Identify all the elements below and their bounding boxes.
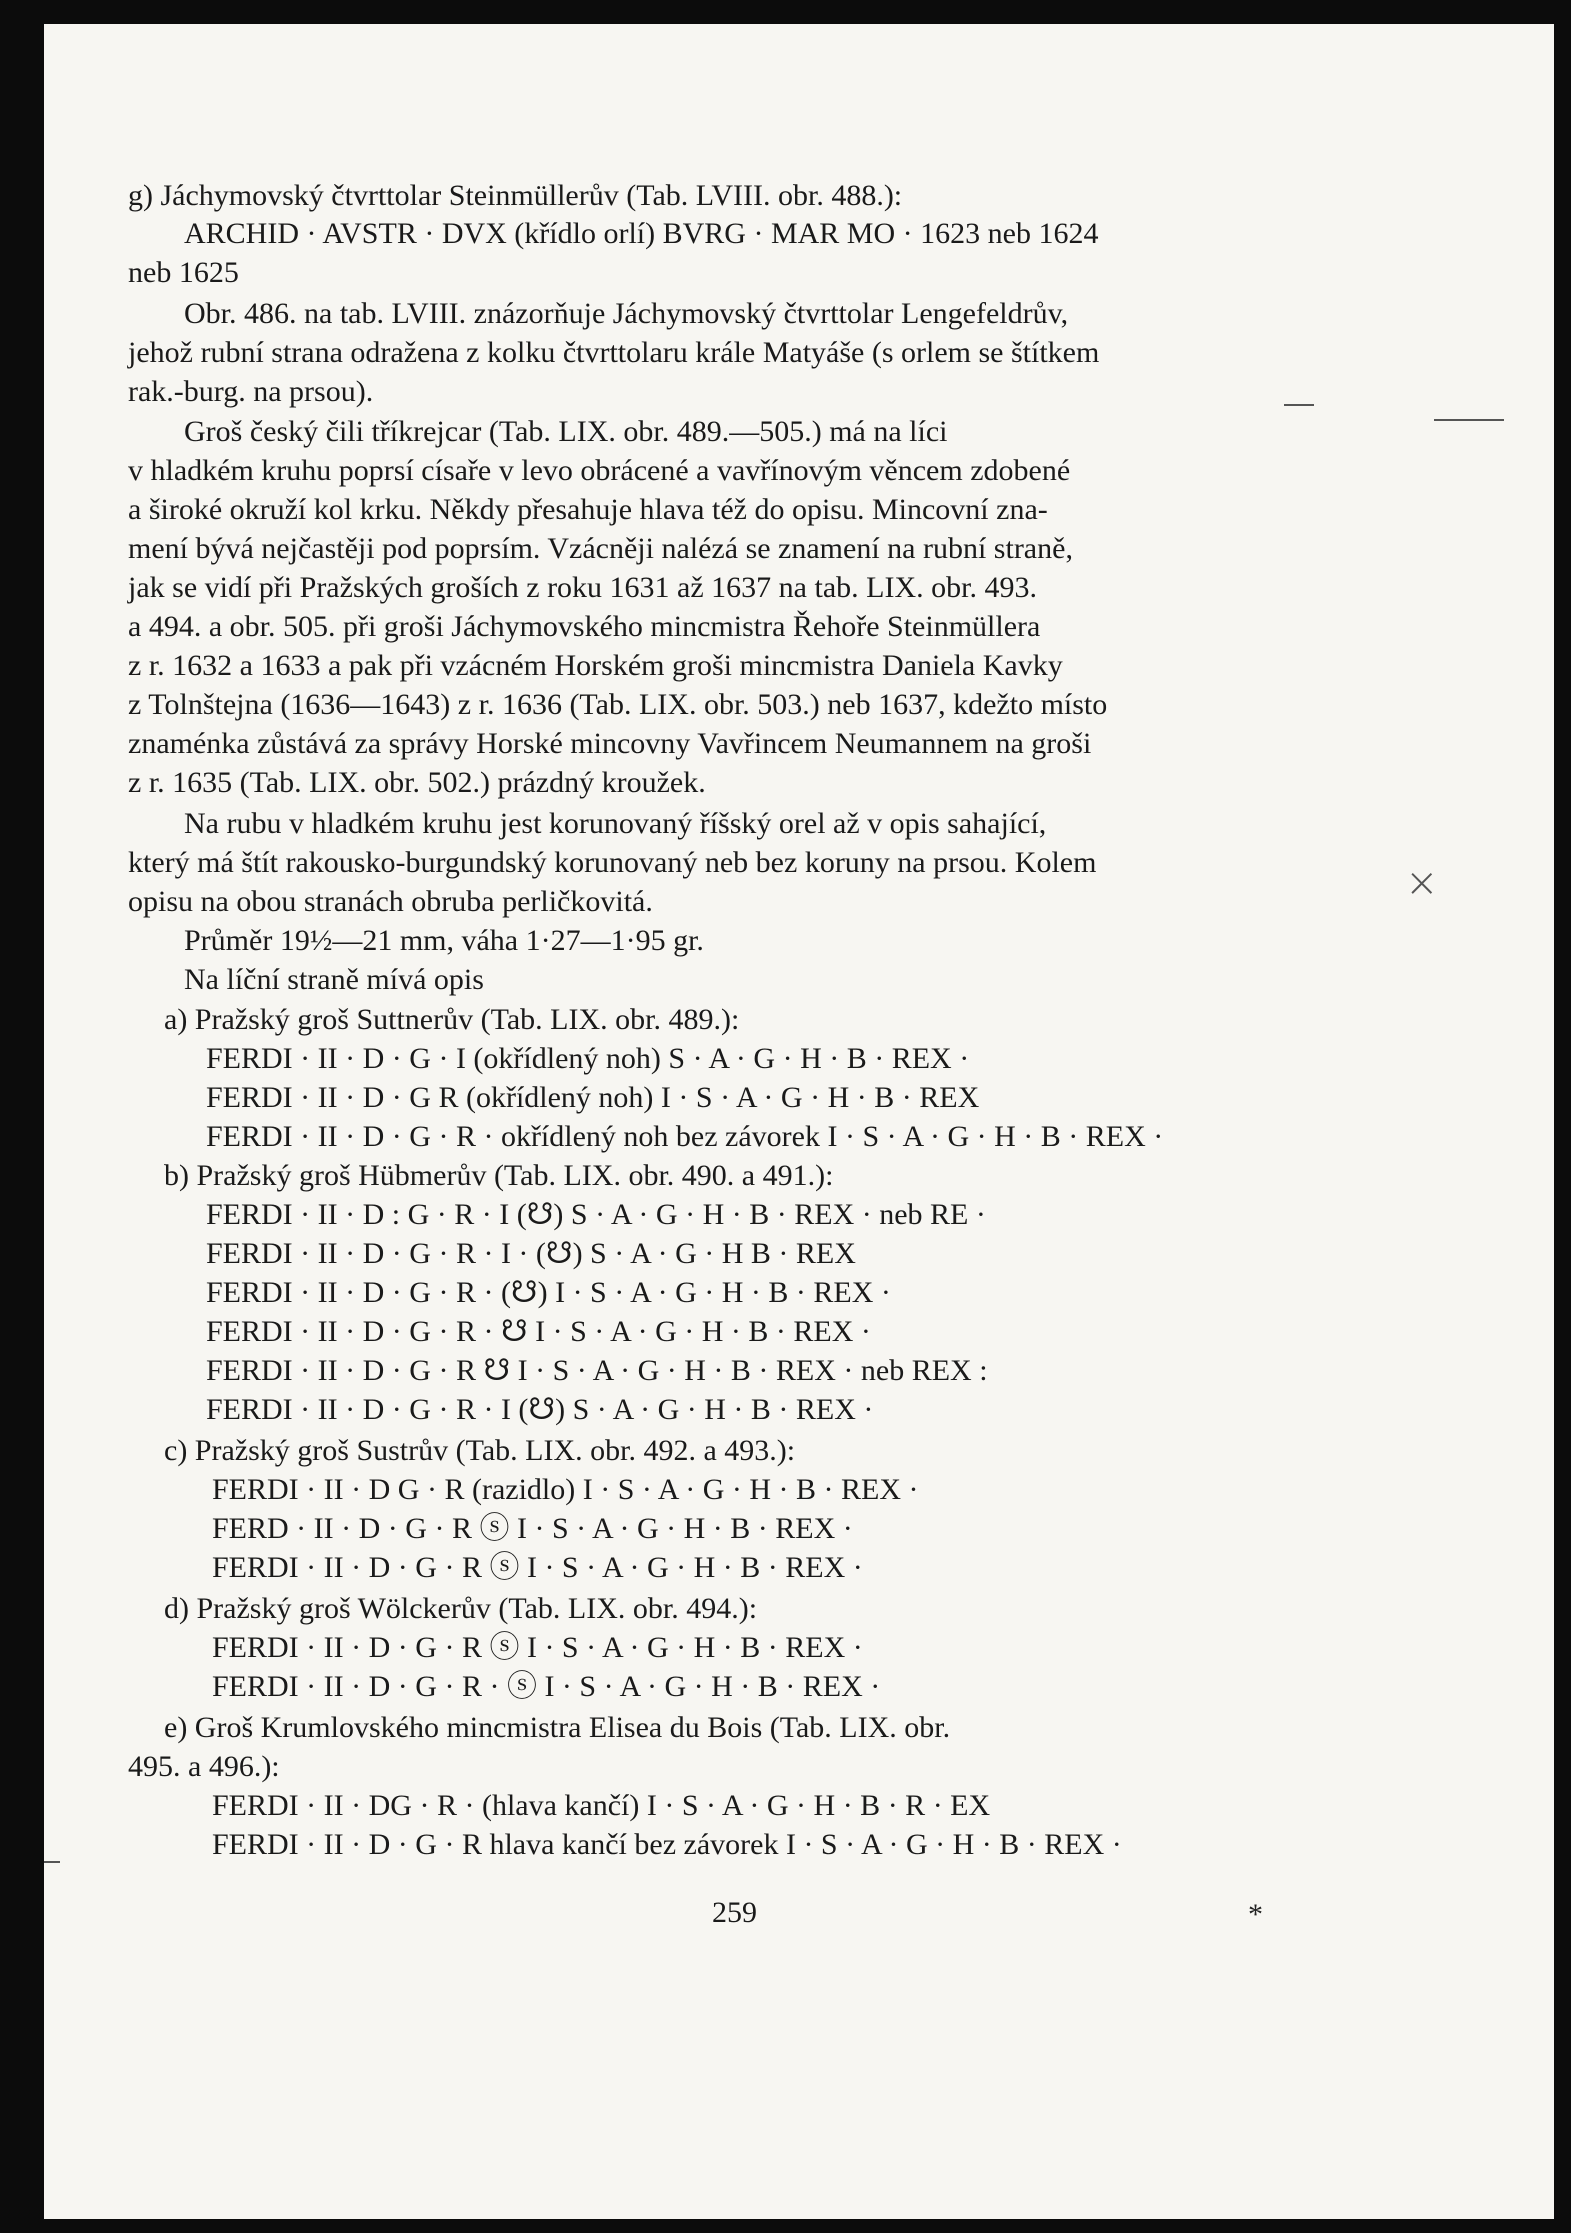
text-line: FERDI · II · DG · R · (hlava kančí) I · S · A · G · H · B · R · EX [212, 1789, 991, 1822]
text-line: FERDI · II · D · G · R hlava kančí bez závorek I · S · A · G · H · B · REX · [212, 1828, 1122, 1861]
document-page [44, 24, 1554, 2219]
text-line: z r. 1632 a 1633 a pak při vzácném Horském groši mincmistra Daniela Kavky [128, 649, 1063, 682]
text-line: FERDI · II · D · G · I (okřídlený noh) S · A · G · H · B · REX · [206, 1042, 970, 1075]
text-line: Průměr 19½—21 mm, váha 1·27—1·95 gr. [184, 924, 704, 957]
margin-dash [1434, 419, 1504, 421]
text-line: neb 1625 [128, 256, 239, 289]
text-line: FERD · II · D · G · R ⓢ I · S · A · G · H · B · REX · [212, 1512, 853, 1545]
text-line: mení bývá nejčastěji pod poprsím. Vzácněji nalézá se znamení na rubní straně, [128, 532, 1073, 565]
text-line: e) Groš Krumlovského mincmistra Elisea du Bois (Tab. LIX. obr. [164, 1711, 951, 1744]
text-line: FERDI · II · D · G · R · I (☋) S · A · G · H · B · REX · [206, 1393, 874, 1426]
text-line: b) Pražský groš Hübmerův (Tab. LIX. obr. 490. a 491.): [164, 1159, 834, 1192]
text-line: FERDI · II · D · G · R · ☋ I · S · A · G · H · B · REX · [206, 1315, 871, 1348]
text-line: FERDI · II · D · G · R · ⓢ I · S · A · G · H · B · REX · [212, 1670, 881, 1703]
asterisk-mark: * [1248, 1898, 1263, 1931]
text-line: v hladkém kruhu poprsí císaře v levo obrácené a vavřínovým věncem zdobené [128, 454, 1071, 487]
text-line: d) Pražský groš Wölckerův (Tab. LIX. obr. 494.): [164, 1592, 758, 1625]
margin-cross-mark: × [1405, 860, 1439, 906]
text-line: FERDI · II · D · G · R ☋ I · S · A · G · H · B · REX · neb REX : [206, 1354, 988, 1387]
text-line: jak se vidí při Pražských groších z roku 1631 až 1637 na tab. LIX. obr. 493. [128, 571, 1037, 604]
text-line: FERDI · II · D · G · R · I · (☋) S · A · G · H B · REX [206, 1237, 856, 1270]
text-line: FERDI · II · D · G · R ⓢ I · S · A · G · H · B · REX · [212, 1551, 863, 1584]
text-line: znaménka zůstává za správy Horské mincovny Vavřincem Neumannem na groši [128, 727, 1092, 760]
text-line: který má štít rakousko-burgundský korunovaný neb bez koruny na prsou. Kolem [128, 846, 1097, 879]
text-line: c) Pražský groš Sustrův (Tab. LIX. obr. 492. a 493.): [164, 1434, 796, 1467]
text-line: ARCHID · AVSTR · DVX (křídlo orlí) BVRG · MAR MO · 1623 neb 1624 [184, 217, 1099, 250]
text-line: FERDI · II · D · G · R · okřídlený noh bez závorek I · S · A · G · H · B · REX · [206, 1120, 1164, 1153]
text-line: FERDI · II · D · G R (okřídlený noh) I · S · A · G · H · B · REX [206, 1081, 980, 1114]
text-line: a široké okruží kol krku. Někdy přesahuje hlava též do opisu. Mincovní zna- [128, 493, 1048, 526]
text-line: 495. a 496.): [128, 1750, 280, 1783]
text-line: FERDI · II · D G · R (razidlo) I · S · A · G · H · B · REX · [212, 1473, 919, 1506]
margin-dash [1284, 404, 1314, 406]
text-line: z r. 1635 (Tab. LIX. obr. 502.) prázdný kroužek. [128, 766, 706, 799]
text-line: FERDI · II · D · G · R ⓢ I · S · A · G · H · B · REX · [212, 1631, 863, 1664]
text-line: Groš český čili tříkrejcar (Tab. LIX. obr. 489.—505.) má na líci [184, 415, 948, 448]
text-line: Na rubu v hladkém kruhu jest korunovaný říšský orel až v opis sahající, [184, 807, 1047, 840]
text-line: z Tolnštejna (1636—1643) z r. 1636 (Tab. LIX. obr. 503.) neb 1637, kdežto místo [128, 688, 1108, 721]
text-line: g) Jáchymovský čtvrttolar Steinmüllerův (Tab. LVIII. obr. 488.): [128, 179, 903, 212]
text-line: opisu na obou stranách obruba perličkovitá. [128, 885, 653, 918]
scan-left-edge [0, 0, 22, 2233]
text-line: rak.-burg. na prsou). [128, 375, 374, 408]
text-line: jehož rubní strana odražena z kolku čtvrttolaru krále Matyáše (s orlem se štítkem [128, 336, 1100, 369]
text-line: a 494. a obr. 505. při groši Jáchymovského mincmistra Řehoře Steinmüllera [128, 610, 1041, 643]
text-line: Obr. 486. na tab. LVIII. znázorňuje Jáchymovský čtvrttolar Lengefeldrův, [184, 297, 1069, 330]
text-line: FERDI · II · D · G · R · (☋) I · S · A · G · H · B · REX · [206, 1276, 891, 1309]
page-number: 259 [712, 1896, 757, 1929]
text-line: FERDI · II · D : G · R · I (☋) S · A · G · H · B · REX · neb RE · [206, 1198, 986, 1231]
text-line: a) Pražský groš Suttnerův (Tab. LIX. obr. 489.): [164, 1003, 740, 1036]
text-line: Na líční straně mívá opis [184, 963, 484, 996]
margin-dash [44, 1861, 60, 1863]
